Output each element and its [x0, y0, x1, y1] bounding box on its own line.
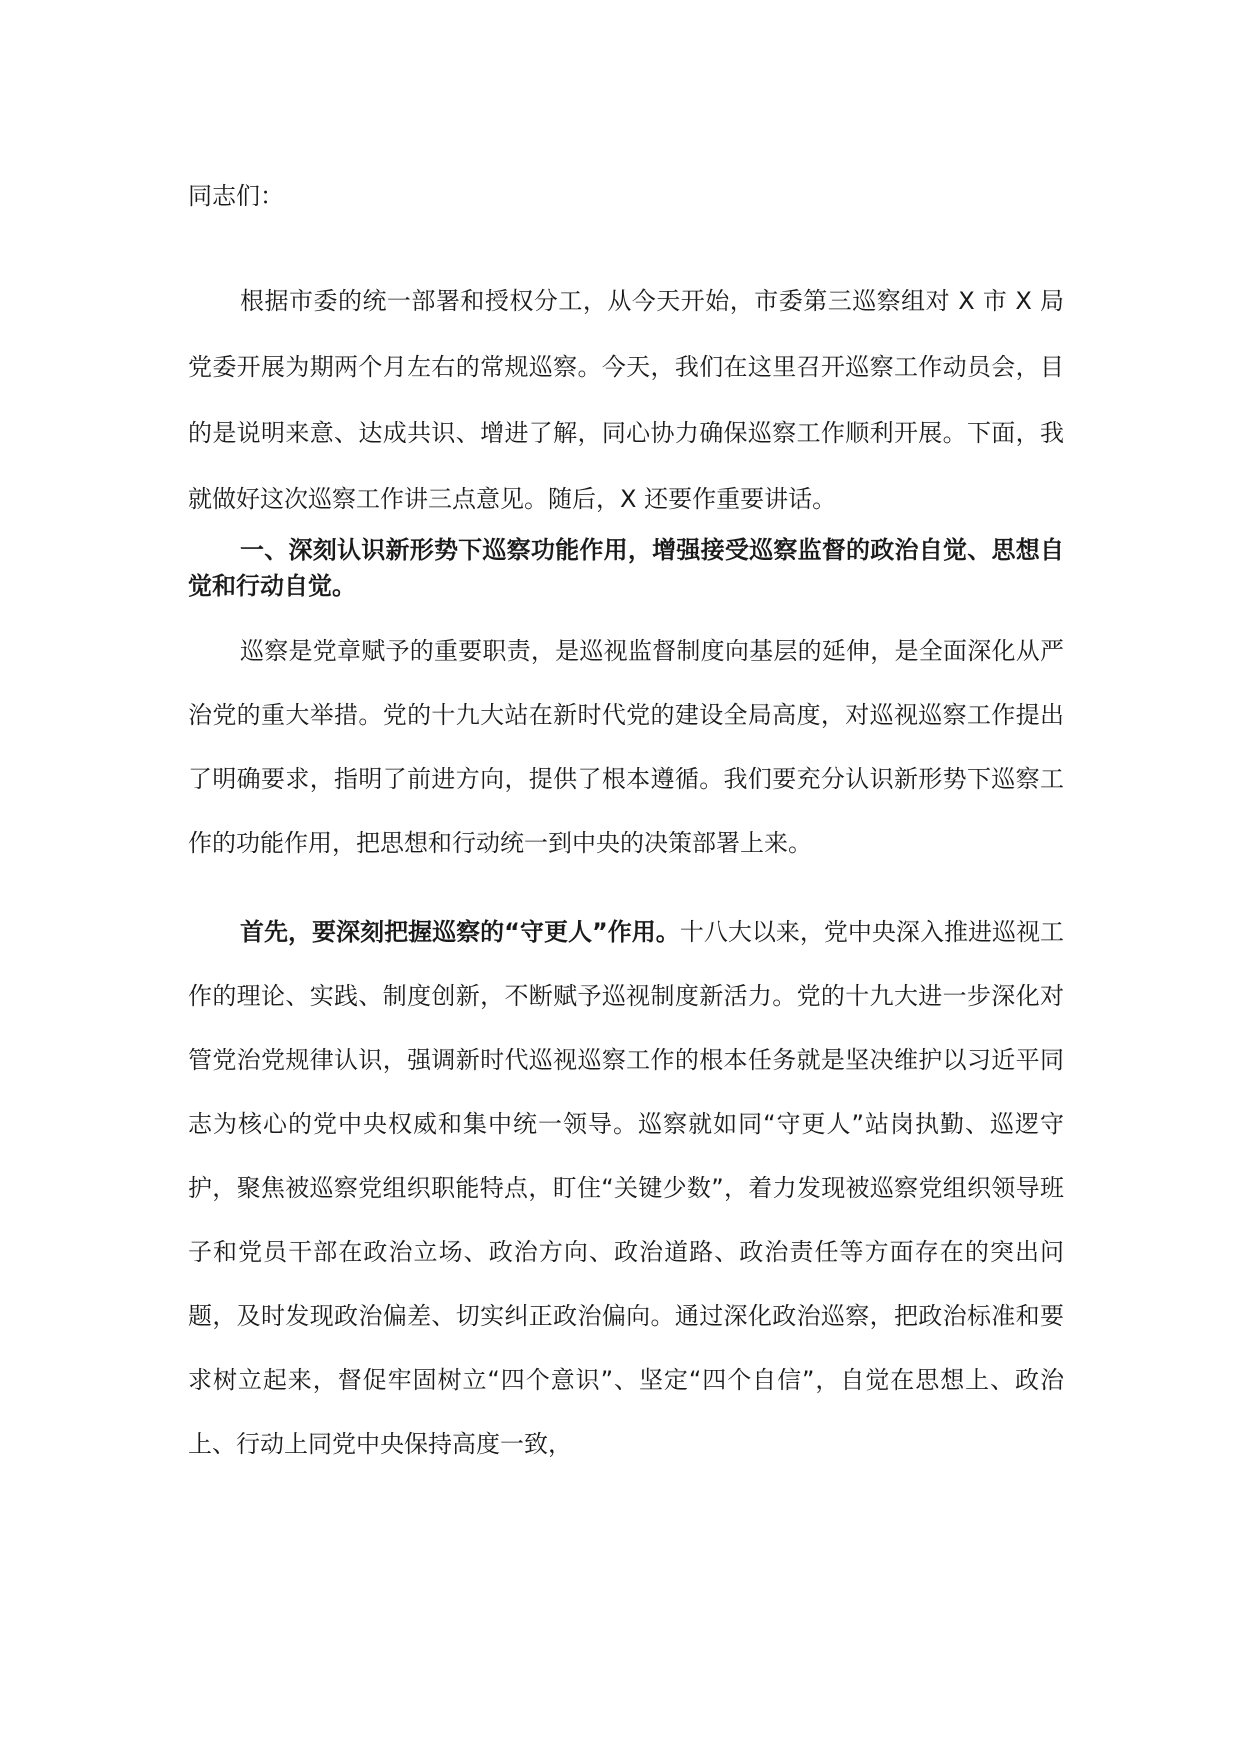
paragraph-lead-sentence: 首先，要深刻把握巡察的“守更人”作用。	[240, 918, 680, 946]
paragraph-opening: 根据市委的统一部署和授权分工，从今天开始，市委第三巡察组对 X 市 X 局党委开展为期两个月左右的常规巡察。今天，我们在这里召开巡察工作动员会，目的是说明来意、达成共识、增进了解，同心协力确保巡察工作顺利开展。下面，我就做好这次巡察工作讲三点意见。随后，X 还要作重要讲话。	[188, 287, 1064, 513]
paragraph-watchman-role	[188, 900, 1064, 1476]
paragraph-body-text: 十八大以来，党中央深入推进巡视工作的理论、实践、制度创新，不断赋予巡视制度新活力。党的十九大进一步深化对管党治党规律认识，强调新时代巡视巡察工作的根本任务就是坚决维护以习近平同志为核心的党中央权威和集中统一领导。巡察就如同“守更人”站岗执勤、巡逻守护，聚焦被巡察党组织职能特点，盯住“关键少数”，着力发现被巡察党组织领导班子和党员干部在政治立场、政治方向、政治道路、政治责任等方面存在的突出问题，及时发现政治偏差、切实纠正政治偏向。通过深化政治巡察，把政治标准和要求树立起来，督促牢固树立“四个意识”、坚定“四个自信”，自觉在思想上、政治上、行动上同党中央保持高度一致，	[188, 918, 1065, 1458]
section-heading-1: 一、深刻认识新形势下巡察功能作用，增强接受巡察监督的政治自觉、思想自觉和行动自觉。	[188, 536, 1064, 600]
paragraph-inspection-role: 巡察是党章赋予的重要职责，是巡视监督制度向基层的延伸，是全面深化从严治党的重大举措。党的十九大站在新时代党的建设全局高度，对巡视巡察工作提出了明确要求，指明了前进方向，提供了根本遵循。我们要充分认识新形势下巡察工作的功能作用，把思想和行动统一到中央的决策部署上来。	[188, 637, 1064, 857]
salutation: 同志们：	[188, 182, 284, 210]
